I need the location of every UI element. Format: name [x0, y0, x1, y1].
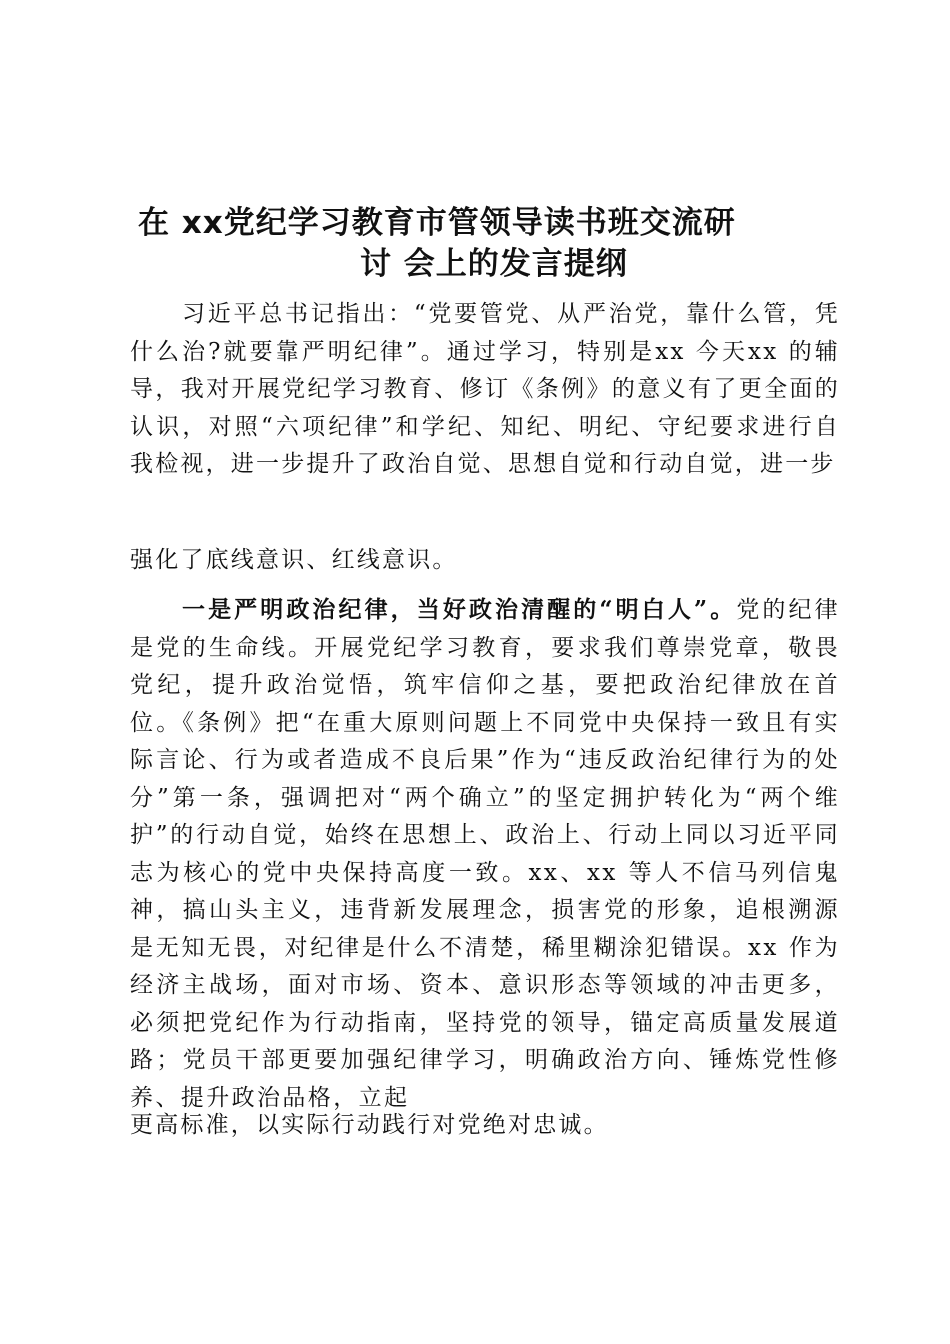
- document-title-line-2: 讨 会上的发言提纲: [360, 246, 628, 282]
- document-title-line-1: 在 xx党纪学习教育市管领导读书班交流研: [138, 205, 736, 241]
- paragraph-point-one: [130, 591, 840, 1117]
- paragraph-intro-continued: 强化了底线意识、红线意识。: [130, 547, 458, 573]
- paragraph-intro: 习近平总书记指出：“党要管党、从严治党，靠什么管，凭什么治?就要靠严明纪律”。通过学习，特别是xx 今天xx 的辅 导，我对开展党纪学习教育、修订《条例》的意义有了更全面的 认识，对照“六项纪律”和学纪、知纪、明纪、守纪要求进行自 我检视，进一步提升了政治自觉、思想自觉和行动自觉，进一步: [130, 301, 840, 477]
- point-one-body: 党的纪律是党的生命线。开展党纪学习教育，要求我们尊崇党章，敬畏党纪，提升政治觉悟，筑牢信仰之基，要把政治纪律放在首位。《条例》把“在重大原则问题上不同党中央保持一致且有实际言论、行为或者造成不良后果”作为“违反政治纪律行为的处分”第一条，强调把对“两个确立”的坚定拥护转化为“两个维护”的行动自觉，始终在思想上、政治上、行动上同以习近平同志为核心的党中央保持高度一致。xx、xx 等人不信马列信鬼神，搞山头主义，违背新发展理念，损害党的形象，追根溯源是无知无畏，对纪律是什么不清楚，稀里糊涂犯错误。xx 作为经济主战场，面对市场、资本、意识形态等领域的冲击更多，必须把党纪作为行动指南，坚持党的领导，锚定高质量发展道路；党员干部更要加强纪律学习，明确政治方向、锤炼党性修养、提升政治品格，立起: [130, 597, 840, 1111]
- paragraph-point-one-continued: 更高标准，以实际行动践行对党绝对忠诚。: [130, 1112, 609, 1138]
- point-one-heading: 一是严明政治纪律，当好政治清醒的“明白人”。: [182, 596, 737, 623]
